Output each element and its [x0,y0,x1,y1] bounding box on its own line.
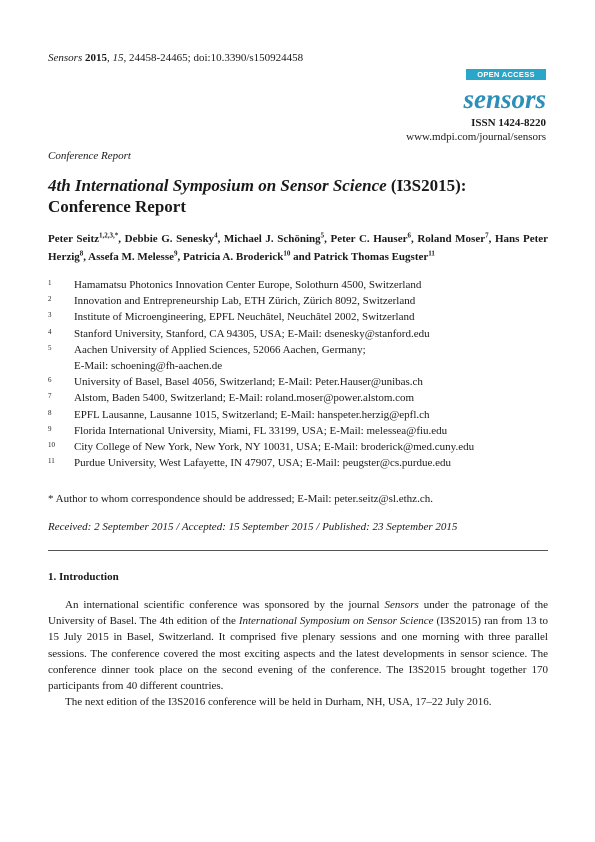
affiliation-number: 6 [48,376,52,385]
correspondence-note: * Author to whom correspondence should be addressed; E-Mail: peter.seitz@sl.ethz.ch. [48,493,433,505]
affiliation-item [48,455,548,471]
affiliation-item [48,309,548,325]
affiliation-number: 10 [48,441,55,450]
affiliation-item [48,439,548,455]
affiliation-text: Institute of Microengineering, EPFL Neuchâtel, Neuchâtel 2002, Switzerland [74,311,415,324]
author-name: Hans Peter Herzig [48,233,549,263]
publication-dates: Received: 2 September 2015 / Accepted: 15 September 2015 / Published: 23 September 2015 [48,521,458,533]
open-access-badge: OPEN ACCESS [466,69,546,80]
citation-line: Sensors 2015, 15, 24458-24465; doi:10.3390/s150924458 [48,52,304,64]
affiliation-text: Aachen University of Applied Sciences, 52066 Aachen, Germany; [74,343,366,356]
paragraph-1: An international scientific conference was sponsored by the journal Sensors under the patronage of the University of Basel. The 4th edition of the International Symposium on Sensor Science (I3S2015) ran from 13 to 15 July 2015 in Basel, Switzerland. It comprised five plenary sessions and one morning with three parallel sessions. The conference covered the most exciting aspects and the latest developments in sensor science. The conference dinner took place on the second evening of the conference. The I3S2015 brought together 170 participants from 40 different countries. [48,599,549,693]
author-name: Peter C. Hauser [330,233,408,245]
author-affiliation-marker: 4 [214,231,218,240]
citation-volume: 15 [112,52,124,64]
issn: ISSN 1424-8220 [471,117,546,129]
affiliation-text: Alstom, Baden 5400, Switzerland; E-Mail: roland.moser@power.alstom.com [74,392,415,405]
affiliation-text: City College of New York, New York, NY 10031, USA; E-Mail: broderick@med.cuny.edu [74,441,475,454]
journal-url[interactable]: www.mdpi.com/journal/sensors [406,131,546,143]
affiliation-text: Purdue University, West Lafayette, IN 47907, USA; E-Mail: peugster@cs.purdue.edu [74,457,452,470]
author-affiliation-marker: 8 [79,249,84,258]
author-affiliation-marker: 10 [283,249,291,258]
affiliation-text: Hamamatsu Photonics Innovation Center Europe, Solothurn 4500, Switzerland [74,279,422,291]
affiliation-number: 11 [48,457,55,466]
citation-year: 2015 [84,52,107,64]
title-italic: 4th International Symposium on Sensor Science [48,176,387,195]
author-affiliation-marker: 7 [485,231,489,240]
paragraph-2: The next edition of the I3S2016 conference will be held in Durham, NH, USA, 17–22 July 2016. [65,696,492,709]
author-affiliation-marker: 9 [174,249,178,258]
affiliation-item [48,358,548,374]
affiliation-text: Stanford University, Stanford, CA 94305, USA; E-Mail: dsenesky@stanford.edu [74,327,430,340]
affiliation-item [48,374,548,390]
affiliation-text: E-Mail: schoening@fh-aachen.de [74,360,223,373]
affiliation-item [48,423,548,439]
author-name: Peter Seitz [48,233,100,245]
author-name: Michael J. Schöning [223,233,321,245]
citation-doi: , 24458-24465; doi:10.3390/s150924458 [123,52,304,64]
journal-logo: sensors [463,84,546,114]
section-heading: 1. Introduction [48,571,119,583]
affiliation-item [48,407,548,423]
title-plain: (I3S2015): Conference Report [48,176,467,216]
affiliation-item [48,277,548,293]
divider [48,550,548,551]
affiliation-list [48,277,548,471]
affiliation-number: 3 [48,311,52,320]
affiliation-text: Innovation and Entrepreneurship Lab, ETH Zürich, Zürich 8092, Switzerland [74,295,416,308]
author-name: Patrick Thomas Eugster [313,251,429,263]
author-name: Patricia A. Broderick [183,251,284,263]
affiliation-number: 9 [48,424,52,433]
body-text [48,597,548,710]
page-title [48,175,548,217]
author-name: Debbie G. Senesky [124,233,215,245]
affiliation-text: EPFL Lausanne, Lausanne 1015, Switzerland; E-Mail: hanspeter.herzig@epfl.ch [74,408,430,421]
affiliation-item [48,326,548,342]
affiliation-number: 1 [48,279,52,287]
author-name: Assefa M. Melesse [88,251,175,263]
affiliation-text: Florida International University, Miami, FL 33199, USA; E-Mail: melessea@fiu.edu [74,424,448,437]
article-type: Conference Report [48,150,131,162]
citation-journal: Sensors [48,52,83,64]
affiliation-item [48,390,548,406]
affiliation-number: 5 [48,343,52,352]
affiliation-number: 4 [48,327,52,336]
affiliation-item [48,342,548,358]
author-affiliation-marker: 5 [320,231,325,240]
author-affiliation-marker: 6 [407,231,411,240]
author-name: Roland Moser [417,233,486,245]
affiliation-number: 7 [48,392,52,401]
author-affiliation-marker: 11 [428,249,435,258]
author-list: Peter Seitz$^{1,2,3,*}$, Debbie G. Senesky$^4$, Michael J. Schöning$^5$, Peter C. Hauser$^6$, Roland Moser$^7$, Hans Peter Herzig$^8$, Assefa M. Melesse$^9$, Patricia A. Broderick$^{10}$ and Patrick Thomas Eugster$^{11}$ [48,231,549,263]
affiliation-number: 8 [48,408,52,417]
affiliation-item [48,293,548,309]
affiliation-number: 2 [48,295,52,304]
author-affiliation-marker: 1,2,3,* [99,231,119,240]
affiliation-text: University of Basel, Basel 4056, Switzerland; E-Mail: Peter.Hauser@unibas.ch [74,376,423,389]
